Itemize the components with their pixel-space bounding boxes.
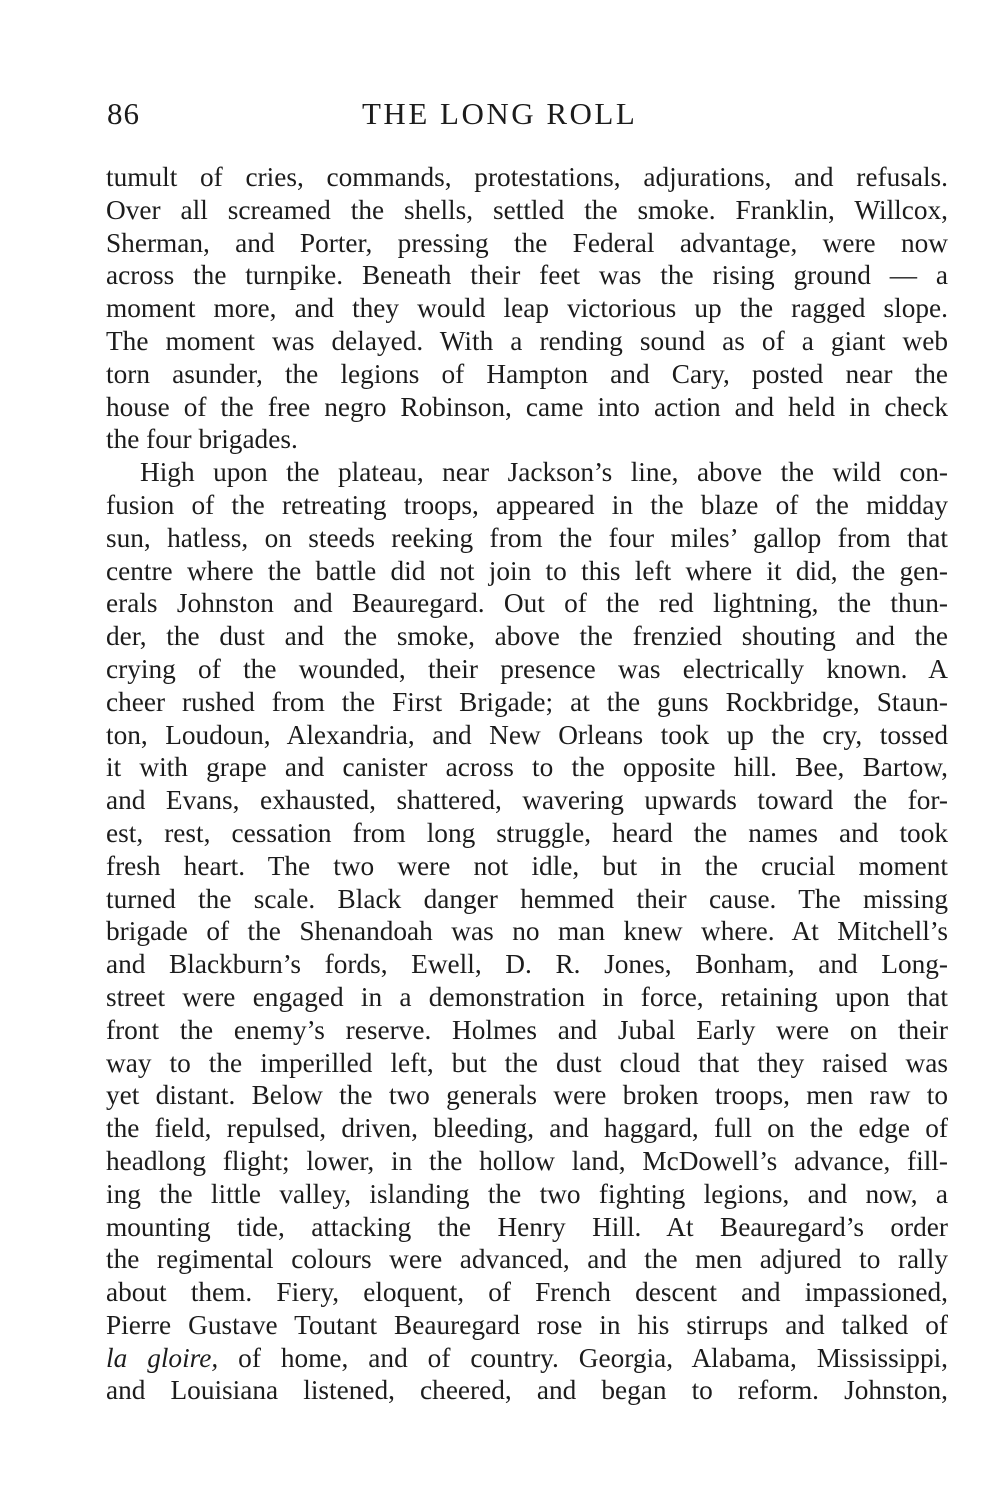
- text-line: ton, Loudoun, Alexandria, and New Orleans took up the cry, tossed: [106, 719, 948, 750]
- text-line: der, the dust and the smoke, above the frenzied shouting and the: [106, 621, 948, 652]
- text-line: erals Johnston and Beauregard. Out of the red lightning, the thun-: [106, 588, 948, 619]
- text-line: torn asunder, the legions of Hampton and Cary, posted near the: [106, 358, 948, 389]
- text-line: The moment was delayed. With a rending sound as of a giant web: [106, 325, 948, 356]
- text-line: tumult of cries, commands, protestations, adjurations, and refusals.: [106, 162, 948, 192]
- text-line: Pierre Gustave Toutant Beauregard rose in his stirrups and talked of: [106, 1309, 948, 1340]
- book-title: THE LONG ROLL: [362, 96, 638, 131]
- text-line: and Evans, exhausted, shattered, wavering upwards toward the for-: [106, 785, 948, 816]
- italic-phrase: la gloire,: [106, 1342, 219, 1373]
- text-line: fresh heart. The two were not idle, but in the crucial moment: [106, 850, 948, 881]
- text-line: house of the free negro Robinson, came into action and held in check: [106, 391, 948, 422]
- text-line: centre where the battle did not join to this left where it did, the gen-: [106, 555, 948, 586]
- text-line: High upon the plateau, near Jackson’s line, above the wild con-: [140, 457, 948, 488]
- text-line: mounting tide, attacking the Henry Hill. At Beauregard’s order: [106, 1211, 948, 1242]
- text-line: Over all screamed the shells, settled the smoke. Franklin, Willcox,: [106, 194, 948, 225]
- text-line: Sherman, and Porter, pressing the Federal advantage, were now: [106, 227, 948, 258]
- text-line: and Louisiana listened, cheered, and began to reform. Johnston,: [106, 1375, 948, 1406]
- text-line: the field, repulsed, driven, bleeding, and haggard, full on the edge of: [106, 1113, 948, 1144]
- text-line: yet distant. Below the two generals were broken troops, men raw to: [106, 1080, 948, 1111]
- text-line: across the turnpike. Beneath their feet was the rising ground — a: [106, 260, 948, 291]
- text-line: the four brigades.: [106, 424, 298, 455]
- body-text: [106, 161, 948, 1407]
- text-line: the regimental colours were advanced, and the men adjured to rally: [106, 1244, 948, 1275]
- text-line: and Blackburn’s fords, Ewell, D. R. Jones, Bonham, and Long-: [106, 949, 948, 980]
- text-line: brigade of the Shenandoah was no man knew where. At Mitchell’s: [106, 916, 948, 947]
- text-line-with-italic: [106, 1342, 948, 1375]
- text-line: fusion of the retreating troops, appeared in the blaze of the midday: [106, 489, 948, 520]
- text-line: about them. Fiery, eloquent, of French descent and impassioned,: [106, 1277, 948, 1308]
- text-line: cheer rushed from the First Brigade; at the guns Rockbridge, Staun-: [106, 686, 948, 717]
- text-line: ing the little valley, islanding the two fighting legions, and now, a: [106, 1178, 948, 1209]
- text-line: front the enemy’s reserve. Holmes and Jubal Early were on their: [106, 1014, 948, 1045]
- paragraph-1: [106, 161, 948, 456]
- text-line: moment more, and they would leap victorious up the ragged slope.: [106, 293, 948, 324]
- text-line: turned the scale. Black danger hemmed their cause. The missing: [106, 883, 948, 914]
- text-line: street were engaged in a demonstration in force, retaining upon that: [106, 981, 948, 1012]
- running-head: [107, 94, 950, 134]
- text-line-rest: of home, and of country. Georgia, Alabama, Mississippi,: [218, 1342, 948, 1373]
- paragraph-2: [106, 456, 948, 1407]
- text-line: way to the imperilled left, but the dust cloud that they raised was: [106, 1047, 948, 1078]
- text-line: sun, hatless, on steeds reeking from the four miles’ gallop from that: [106, 522, 948, 553]
- text-line: est, rest, cessation from long struggle, heard the names and took: [106, 817, 948, 848]
- page-number: 86: [107, 96, 140, 131]
- text-line: it with grape and canister across to the opposite hill. Bee, Bartow,: [106, 752, 948, 783]
- text-line: headlong flight; lower, in the hollow land, McDowell’s advance, fill-: [106, 1145, 948, 1176]
- text-line: crying of the wounded, their presence was electrically known. A: [106, 653, 948, 684]
